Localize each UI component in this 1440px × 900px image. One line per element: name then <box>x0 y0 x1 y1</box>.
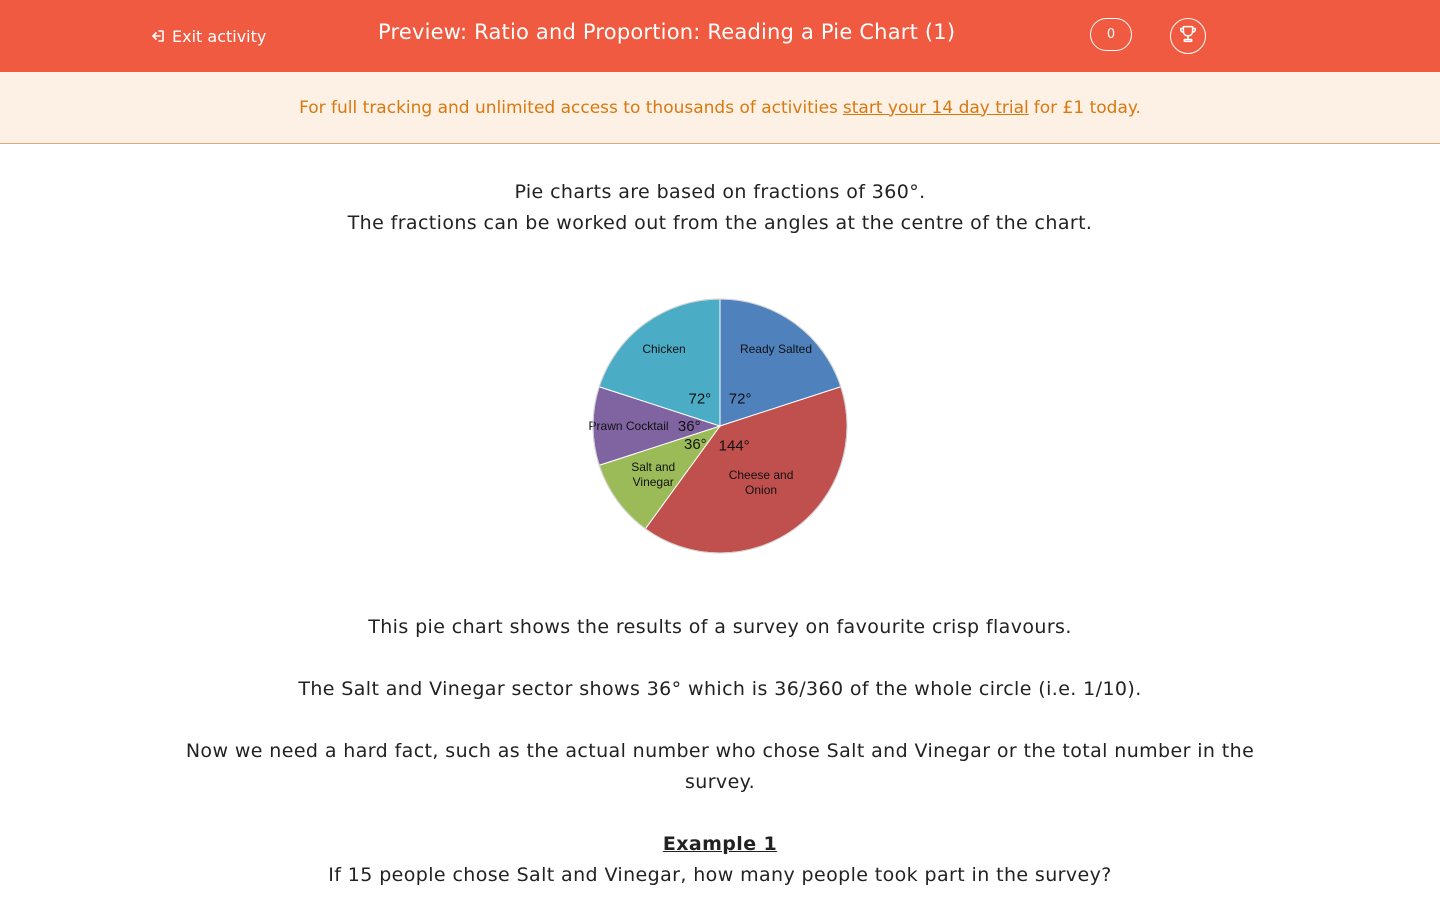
pie-value-chicken: 72° <box>688 390 712 408</box>
pie-label-ready-salted: Ready Salted <box>739 341 813 356</box>
intro-line-2: The fractions can be worked out from the angles at the centre of the chart. <box>347 212 1093 234</box>
pie-label-salt-and-vinegar: Salt and Vinegar <box>631 460 676 490</box>
exit-activity-button[interactable] <box>150 24 266 48</box>
intro-line-1: Pie charts are based on fractions of 360°. <box>514 181 926 203</box>
exit-icon <box>150 28 166 44</box>
paragraph-hard-fact: Now we need a hard fact, such as the actual number who chose Salt and Vinegar or the total number in the survey. <box>185 740 1255 793</box>
pie-label-cheese-and-onion: Cheese and Onion <box>728 468 794 498</box>
pie-value-cheese-and-onion: 144° <box>718 437 750 455</box>
pie-chart-svg <box>580 286 860 566</box>
pie-chart <box>580 286 860 566</box>
pie-value-salt-and-vinegar: 36° <box>683 435 707 453</box>
pie-label-prawn-cocktail: Prawn Cocktail <box>588 419 669 433</box>
start-trial-link[interactable]: start your 14 day trial <box>842 97 1029 118</box>
top-bar <box>0 0 1440 72</box>
pie-label-chicken: Chicken <box>642 341 686 356</box>
example-heading: Example 1 <box>662 833 778 855</box>
pie-value-ready-salted: 72° <box>728 390 752 408</box>
trial-banner <box>0 72 1440 144</box>
example-question: If 15 people chose Salt and Vinegar, how many people took part in the survey? <box>328 864 1112 886</box>
exit-activity-label: Exit activity <box>172 26 267 46</box>
score-badge: 0 <box>1090 18 1132 51</box>
pie-value-prawn-cocktail: 36° <box>677 418 701 435</box>
page-title: Preview: Ratio and Proportion: Reading a Pie Chart (1) <box>378 20 956 44</box>
trophy-icon <box>1177 23 1199 49</box>
paragraph-salt-vinegar: The Salt and Vinegar sector shows 36° which is 36/360 of the whole circle (i.e. 1/10). <box>298 678 1142 700</box>
banner-text-before: For full tracking and unlimited access to thousands of activities <box>299 97 838 118</box>
trophy-button[interactable] <box>1170 18 1206 54</box>
banner-text-after: for £1 today. <box>1033 97 1141 118</box>
paragraph-survey: This pie chart shows the results of a survey on favourite crisp flavours. <box>368 616 1072 638</box>
